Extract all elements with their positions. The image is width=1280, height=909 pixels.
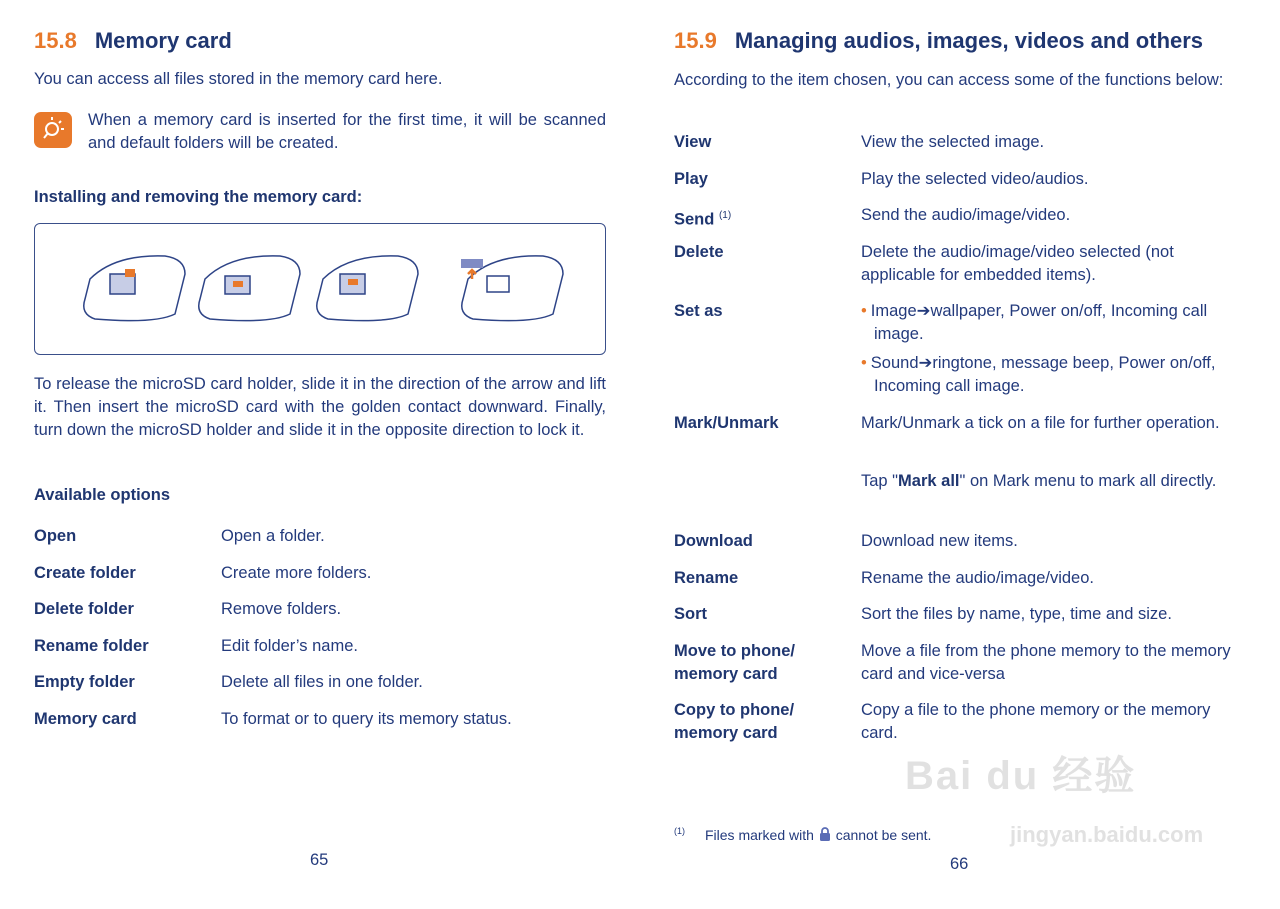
option-desc: Delete all files in one folder. xyxy=(221,673,423,691)
function-label-text: Send xyxy=(674,210,715,229)
function-label: Set as xyxy=(674,302,723,320)
page-number: 66 xyxy=(950,855,969,873)
function-desc: Rename the audio/image/video. xyxy=(861,569,1094,587)
function-desc: Move a file from the phone memory to the memory card and vice-versa xyxy=(861,642,1231,683)
intro-text: According to the item chosen, you can access some of the functions below: xyxy=(674,71,1224,89)
phone-back-illustration xyxy=(84,256,185,321)
function-desc: Mark/Unmark a tick on a file for further operation. xyxy=(861,414,1220,432)
lock-icon xyxy=(818,826,832,842)
bullet-text: Image➔wallpaper, Power on/off, Incoming call image. xyxy=(870,302,1208,343)
function-desc: Download new items. xyxy=(861,532,1018,550)
footnote-text: Files marked with xyxy=(705,827,814,843)
options-heading: Available options xyxy=(34,486,170,504)
bullet-item xyxy=(861,300,1259,346)
intro-text: You can access all files stored in the memory card here. xyxy=(34,70,443,88)
option-label: Delete folder xyxy=(34,600,134,618)
phone-back-illustration xyxy=(199,256,300,321)
option-desc: To format or to query its memory status. xyxy=(221,710,512,728)
footnote-ref: (1) xyxy=(718,210,732,221)
install-heading: Installing and removing the memory card: xyxy=(34,188,363,206)
section-title: Managing audios, images, videos and others xyxy=(734,28,1204,53)
bullet-dot: • xyxy=(861,354,867,372)
note-text: Tap " xyxy=(861,472,899,490)
function-label xyxy=(674,204,731,232)
function-label: Rename xyxy=(674,569,739,587)
section-heading-15-8 xyxy=(34,28,232,54)
function-label: Sort xyxy=(674,605,707,623)
option-desc: Edit folder’s name. xyxy=(221,637,358,655)
option-label: Create folder xyxy=(34,564,136,582)
tip-text: When a memory card is inserted for the first time, it will be scanned and default folders will be created. xyxy=(88,111,606,152)
option-desc: Remove folders. xyxy=(221,600,342,618)
function-desc: Delete the audio/image/video selected (not applicable for embedded items). xyxy=(861,243,1174,284)
function-desc: Play the selected video/audios. xyxy=(861,170,1089,188)
section-number: 15.8 xyxy=(34,28,77,53)
section-number: 15.9 xyxy=(674,28,717,53)
instructions-text: To release the microSD card holder, slide it in the direction of the arrow and lift it. Then insert the microSD card with the golden contact downward. Finally, turn down the microSD holder and slide it in the opposite direction to lock it. xyxy=(34,375,606,439)
option-label: Empty folder xyxy=(34,673,135,691)
baidu-watermark-url: jingyan.baidu.com xyxy=(1010,822,1204,847)
bullet-text: Sound➔ringtone, message beep, Power on/off, Incoming call image. xyxy=(870,354,1216,395)
function-label: View xyxy=(674,133,712,151)
page-number: 65 xyxy=(310,851,329,869)
microsd-card xyxy=(461,259,483,268)
function-label: Mark/Unmark xyxy=(674,414,779,432)
bullet-dot: • xyxy=(861,302,867,320)
option-desc: Create more folders. xyxy=(221,564,372,582)
option-label: Rename folder xyxy=(34,637,149,655)
footnote-text: cannot be sent. xyxy=(835,827,932,843)
note-text: " on Mark menu to mark all directly. xyxy=(959,472,1217,490)
function-label: Play xyxy=(674,170,708,188)
function-label: Copy to phone/ memory card xyxy=(674,701,795,742)
option-label: Open xyxy=(34,527,77,545)
tip-lightbulb-icon xyxy=(34,112,72,148)
function-desc: Copy a file to the phone memory or the memory card. xyxy=(861,701,1211,742)
section-heading-15-9 xyxy=(674,28,1203,54)
footnote-mark: (1) xyxy=(674,826,685,837)
memory-card-illustration xyxy=(34,223,606,355)
function-note xyxy=(861,470,1246,493)
option-label: Memory card xyxy=(34,710,137,728)
function-label: Move to phone/ memory card xyxy=(674,642,795,683)
footnote xyxy=(674,826,931,843)
option-desc: Open a folder. xyxy=(221,527,325,545)
phone-back-illustration xyxy=(317,256,418,321)
function-desc: View the selected image. xyxy=(861,133,1045,151)
function-desc: Sort the files by name, type, time and size. xyxy=(861,605,1172,623)
section-title: Memory card xyxy=(94,28,232,53)
bullet-item xyxy=(861,352,1259,398)
note-bold: Mark all xyxy=(898,472,960,490)
function-label: Delete xyxy=(674,243,724,261)
function-label: Download xyxy=(674,532,753,550)
function-desc: Send the audio/image/video. xyxy=(861,206,1071,224)
baidu-watermark-logo: Bai du 经验 xyxy=(905,754,1137,798)
